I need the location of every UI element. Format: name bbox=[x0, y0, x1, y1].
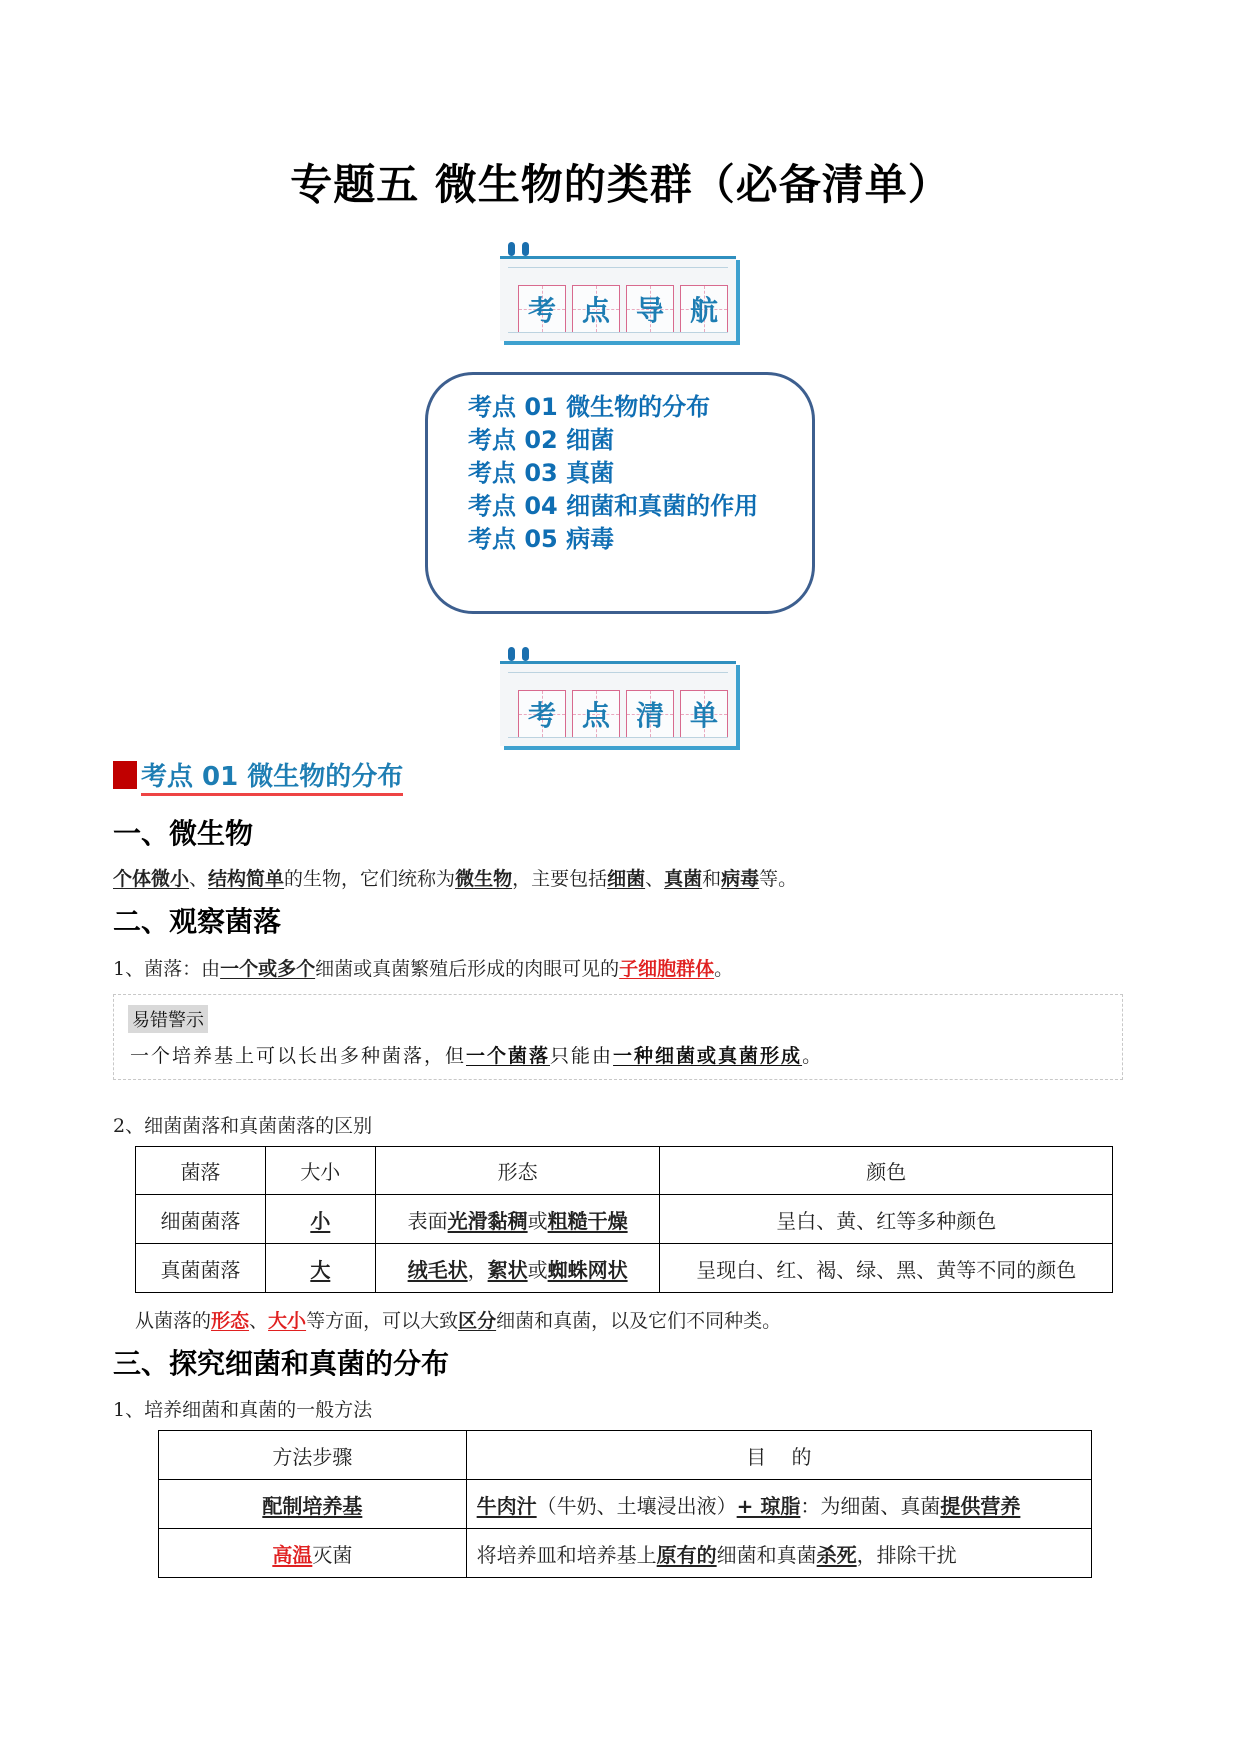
banner-char: 点 bbox=[572, 285, 620, 333]
table-cell: 真菌菌落 bbox=[136, 1244, 266, 1293]
paragraph-colony: 1、菌落：由一个或多个细菌或真菌繁殖后形成的肉眼可见的子细胞群体。 bbox=[113, 958, 734, 980]
subheading-two: 二、观察菌落 bbox=[113, 905, 282, 938]
banner-char: 点 bbox=[572, 690, 620, 738]
nav-item[interactable]: 考点 01 微生物的分布 bbox=[468, 393, 711, 421]
paragraph-distinguish: 从菌落的形态、大小等方面，可以大致区分细菌和真菌，以及它们不同种类。 bbox=[135, 1310, 782, 1332]
table-header-cell: 大小 bbox=[265, 1147, 375, 1195]
red-square-icon bbox=[113, 761, 137, 789]
table-header-cell: 方法步骤 bbox=[159, 1431, 467, 1480]
pin-icon bbox=[508, 242, 515, 256]
table-cell: 细菌菌落 bbox=[136, 1195, 266, 1244]
banner-char: 单 bbox=[680, 690, 728, 738]
table-cell: 配制培养基 bbox=[159, 1480, 467, 1529]
nav-item[interactable]: 考点 03 真菌 bbox=[468, 459, 615, 487]
paragraph-method: 1、培养细菌和真菌的一般方法 bbox=[113, 1399, 373, 1421]
banner-nav bbox=[500, 250, 740, 340]
table-header-cell: 形态 bbox=[375, 1147, 660, 1195]
pin-icon bbox=[522, 242, 529, 256]
banner-char: 航 bbox=[680, 285, 728, 333]
nav-item[interactable]: 考点 05 病毒 bbox=[468, 525, 615, 553]
method-table bbox=[158, 1430, 1092, 1578]
table-cell: 高温灭菌 bbox=[159, 1529, 467, 1578]
warning-box bbox=[113, 994, 1123, 1080]
banner-char: 导 bbox=[626, 285, 674, 333]
table-header-cell: 菌落 bbox=[136, 1147, 266, 1195]
colony-table bbox=[135, 1146, 1113, 1293]
warning-tag: 易错警示 bbox=[128, 1005, 208, 1033]
table-row bbox=[159, 1529, 1092, 1578]
table-row bbox=[136, 1195, 1113, 1244]
pin-icon bbox=[508, 647, 515, 661]
table-cell: 牛肉汁（牛奶、土壤浸出液）+ 琼脂：为细菌、真菌提供营养 bbox=[466, 1480, 1091, 1529]
table-header-row bbox=[136, 1147, 1113, 1195]
paragraph-difference: 2、细菌菌落和真菌菌落的区别 bbox=[113, 1115, 373, 1137]
section-heading: 考点 01 微生物的分布 bbox=[113, 756, 403, 793]
subheading-one: 一、微生物 bbox=[113, 817, 254, 850]
table-cell: 表面光滑黏稠或粗糙干燥 bbox=[375, 1195, 660, 1244]
banner-char: 清 bbox=[626, 690, 674, 738]
pin-icon bbox=[522, 647, 529, 661]
banner-list bbox=[500, 655, 740, 745]
table-header-cell: 目 的 bbox=[466, 1431, 1091, 1480]
table-row bbox=[159, 1480, 1092, 1529]
subheading-three: 三、探究细菌和真菌的分布 bbox=[113, 1347, 450, 1380]
table-cell: 呈现白、红、褐、绿、黑、黄等不同的颜色 bbox=[660, 1244, 1113, 1293]
table-cell: 将培养皿和培养基上原有的细菌和真菌杀死，排除干扰 bbox=[466, 1529, 1091, 1578]
table-cell: 呈白、黄、红等多种颜色 bbox=[660, 1195, 1113, 1244]
warning-text: 一个培养基上可以长出多种菌落，但一个菌落只能由一种细菌或真菌形成。 bbox=[130, 1045, 824, 1067]
nav-item[interactable]: 考点 02 细菌 bbox=[468, 426, 615, 454]
nav-item[interactable]: 考点 04 细菌和真菌的作用 bbox=[468, 492, 759, 520]
paragraph-microbes: 个体微小、结构简单的生物，它们统称为微生物，主要包括细菌、真菌和病毒等。 bbox=[113, 868, 798, 890]
table-cell: 绒毛状，絮状或蜘蛛网状 bbox=[375, 1244, 660, 1293]
table-cell: 大 bbox=[265, 1244, 375, 1293]
table-header-row bbox=[159, 1431, 1092, 1480]
table-cell: 小 bbox=[265, 1195, 375, 1244]
banner-char: 考 bbox=[518, 690, 566, 738]
table-header-cell: 颜色 bbox=[660, 1147, 1113, 1195]
banner-char: 考 bbox=[518, 285, 566, 333]
table-row bbox=[136, 1244, 1113, 1293]
page-title: 专题五 微生物的类群（必备清单） bbox=[290, 160, 951, 209]
nav-box bbox=[425, 372, 815, 614]
